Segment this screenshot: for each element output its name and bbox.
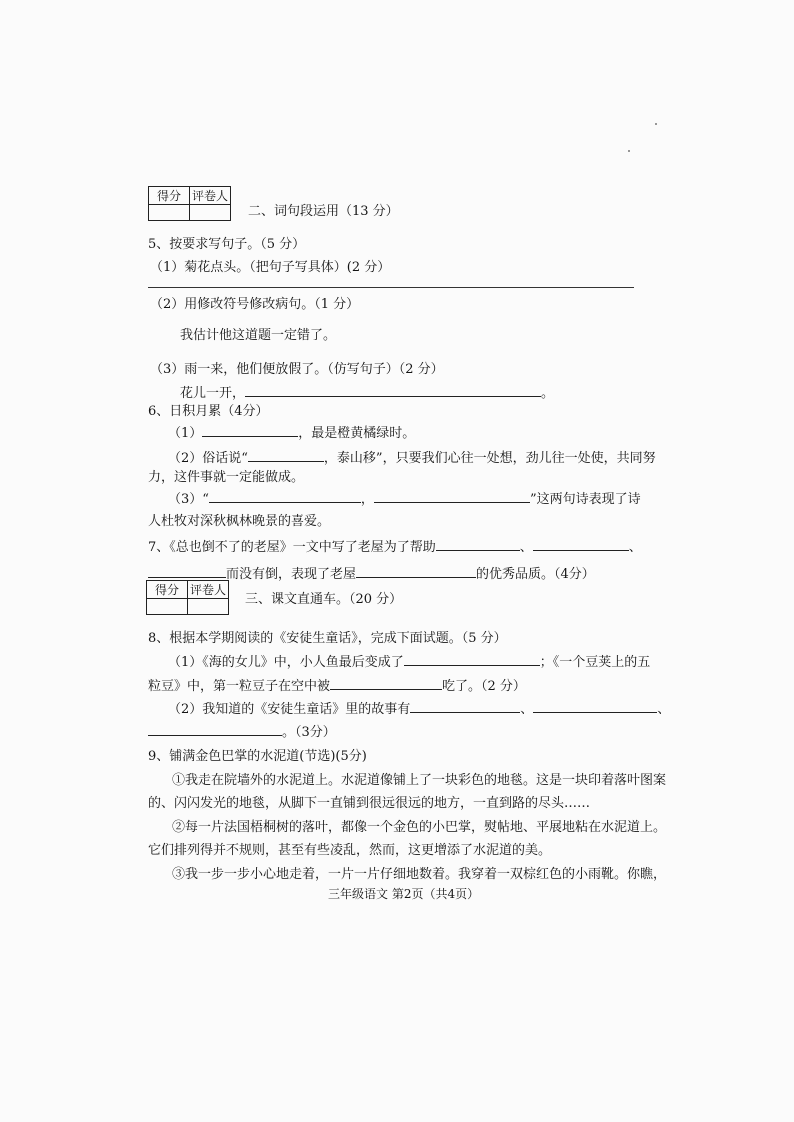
q8-part1-blank1[interactable] [404, 653, 540, 666]
grader-cell[interactable] [188, 599, 229, 615]
grader-label: 评卷人 [190, 187, 231, 205]
q6-part2-line [168, 447, 656, 466]
q7-sep2: 、 [628, 540, 642, 555]
score-cell[interactable] [147, 599, 188, 615]
q6-part3-prefix: （3）“ [168, 492, 209, 507]
q8-part1-line2 [148, 675, 526, 694]
q8-part1-line [168, 651, 650, 670]
q6-part3-suffix: ”这两句诗表现了诗 [529, 492, 641, 507]
q5-part3-line [180, 382, 554, 401]
q8-part1-prefix: （1）《海的女儿》中，小人鱼最后变成了 [168, 655, 404, 670]
q8-part2-sep1: 、 [520, 702, 534, 717]
q8-title: 8、根据本学期阅读的《安徒生童话》，完成下面试题。（5 分） [148, 631, 507, 646]
q9-para1-line2: 的、闪闪发光的地毯，从脚下一直铺到很远很远的地方，一直到路的尽头…… [148, 796, 591, 811]
score-box-section3 [146, 580, 229, 615]
page-footer: 三年级语文 第2页（共4页） [328, 887, 480, 901]
q6-part3-blank1[interactable] [209, 490, 361, 503]
q8-part2-line [168, 698, 670, 717]
q5-part3-blank[interactable] [245, 384, 541, 397]
q6-part2-line2: 力，这件事就一定能做成。 [148, 470, 305, 485]
q8-part2-blank1[interactable] [410, 700, 520, 713]
scan-speck [655, 123, 657, 125]
q5-title: 5、按要求写句子。（5 分） [148, 237, 306, 252]
score-box-section2 [148, 186, 231, 221]
q8-part2-sep2: 、 [657, 702, 671, 717]
q9-para1-line1: ①我走在院墙外的水泥道上。水泥道像铺上了一块彩色的地毯。这是一块印着落叶图案 [172, 773, 667, 788]
q6-part3-mid: ， [360, 492, 374, 507]
q9-title: 9、铺满金色巴掌的水泥道(节选)(5分) [148, 749, 367, 764]
q6-part2-blank[interactable] [248, 449, 324, 462]
q5-part3-prefix: 花儿一开， [180, 386, 246, 401]
q7-blank2[interactable] [533, 538, 629, 551]
q7-blank4[interactable] [356, 565, 476, 578]
q8-part2-prefix: （2）我知道的《安徒生童话》里的故事有 [168, 702, 411, 717]
q9-para3-line1: ③我一步一步小心地走着，一片一片仔细地数着。我穿着一双棕红色的小雨靴。你瞧， [172, 867, 667, 882]
q6-part1-suffix: ，最是橙黄橘绿时。 [298, 426, 416, 441]
q6-part1-prefix: （1） [168, 426, 203, 441]
q5-part3-end: 。 [541, 386, 555, 401]
grader-label: 评卷人 [188, 581, 229, 599]
q5-part2: （2）用修改符号修改病句。（1 分） [150, 297, 360, 312]
scan-speck [628, 150, 630, 152]
q6-part1-blank[interactable] [202, 424, 298, 437]
q6-part2-suffix: ，泰山移”，只要我们心往一处想，劲儿往一处使，共同努 [323, 451, 656, 466]
q5-part3: （3）雨一来，他们便放假了。（仿写句子）（2 分） [150, 362, 444, 377]
q7-line1 [148, 536, 642, 555]
q6-part3-line [168, 488, 641, 507]
q6-part3-line2: 人杜牧对深秋枫林晚景的喜爱。 [148, 514, 331, 529]
q9-para2-line1: ②每一片法国梧桐树的落叶，都像一个金色的小巴掌，熨帖地、平展地粘在水泥道上。 [172, 820, 667, 835]
q8-part1-suffix: ；《一个豆荚上的五 [539, 655, 651, 670]
q6-part1-line [168, 422, 415, 441]
q8-part2-line2-suffix: 。（3分） [282, 725, 336, 740]
q5-part1-answer-line[interactable] [148, 287, 634, 288]
q7-prefix: 7、《总也倒不了的老屋》一文中写了老屋为了帮助 [148, 540, 436, 555]
q8-part1-line2-prefix: 粒豆》中，第一粒豆子在空中被 [148, 679, 331, 694]
section3-heading: 三、课文直通车。（20 分） [245, 592, 403, 607]
q6-title: 6、日积月累（4分） [148, 404, 269, 419]
q7-mid: 而没有倒，表现了老屋 [226, 567, 357, 582]
q8-part2-blank3[interactable] [148, 723, 282, 736]
score-cell[interactable] [149, 205, 190, 221]
q6-part2-prefix: （2）俗话说“ [168, 451, 248, 466]
q8-part2-blank2[interactable] [533, 700, 657, 713]
q7-blank1[interactable] [436, 538, 520, 551]
q6-part3-blank2[interactable] [374, 490, 530, 503]
q5-part1: （1）菊花点头。（把句子写具体）(2 分） [150, 260, 391, 275]
score-label: 得分 [149, 187, 190, 205]
q7-blank3[interactable] [148, 565, 226, 578]
q7-suffix: 的优秀品质。（4分） [476, 567, 595, 582]
score-label: 得分 [147, 581, 188, 599]
q5-part2-sentence: 我估计他这道题一定错了。 [180, 328, 337, 343]
q8-part2-line2 [148, 721, 336, 740]
q7-sep1: 、 [519, 540, 533, 555]
grader-cell[interactable] [190, 205, 231, 221]
section2-heading: 二、词句段运用（13 分） [248, 204, 399, 219]
q9-para2-line2: 它们排列得并不规则，甚至有些凌乱，然而，这更增添了水泥道的美。 [148, 843, 552, 858]
q8-part1-line2-suffix: 吃了。（2 分） [442, 679, 526, 694]
q8-part1-blank2[interactable] [330, 677, 442, 690]
